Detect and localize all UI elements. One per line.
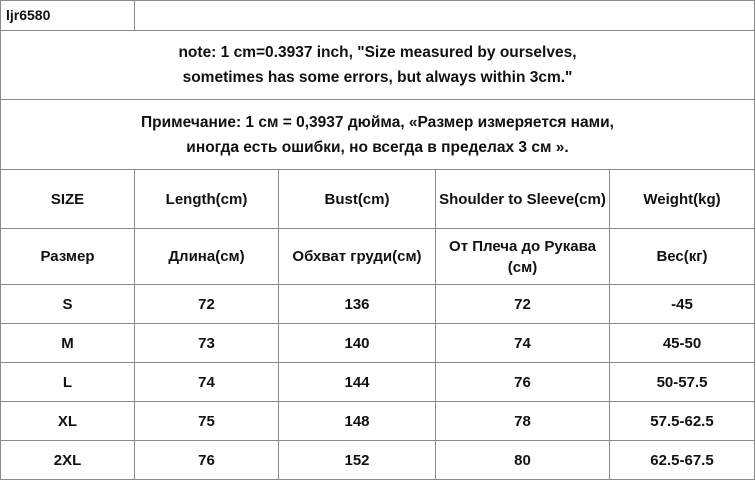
cell-size: 2XL: [1, 441, 135, 480]
cell-bust: 152: [279, 441, 436, 480]
cell-shoulder: 78: [436, 402, 610, 441]
table-row: [1, 285, 755, 324]
cell-bust: 144: [279, 363, 436, 402]
table-row: [1, 441, 755, 480]
code-blank-cell: [135, 1, 755, 31]
note-english-line2: sometimes has some errors, but always within 3cm.": [182, 69, 573, 86]
cell-shoulder: 80: [436, 441, 610, 480]
cell-shoulder: 76: [436, 363, 610, 402]
header-shoulder-en: Shoulder to Sleeve(cm): [436, 170, 610, 229]
cell-bust: 148: [279, 402, 436, 441]
header-weight-ru: Вес(кг): [610, 229, 755, 285]
note-english-line1: note: 1 cm=0.3937 inch, "Size measured by ourselves,: [178, 44, 577, 61]
header-length-ru: Длина(см): [135, 229, 279, 285]
cell-weight: 62.5-67.5: [610, 441, 755, 480]
table-row: [1, 363, 755, 402]
cell-length: 74: [135, 363, 279, 402]
table-row: [1, 402, 755, 441]
note-russian-line2: иногда есть ошибки, но всегда в пределах 3 см ».: [186, 138, 569, 156]
header-bust-en: Bust(cm): [279, 170, 436, 229]
cell-weight: 45-50: [610, 324, 755, 363]
cell-weight: -45: [610, 285, 755, 324]
cell-size: M: [1, 324, 135, 363]
header-size-en: SIZE: [1, 170, 135, 229]
cell-size: S: [1, 285, 135, 324]
note-russian: [1, 100, 755, 170]
cell-length: 76: [135, 441, 279, 480]
header-bust-ru: Обхват груди(см): [279, 229, 436, 285]
note-russian-line1: Примечание: 1 см = 0,3937 дюйма, «Размер измеряется нами,: [141, 113, 614, 131]
header-shoulder-ru: От Плеча до Рукава (см): [436, 229, 610, 285]
cell-weight: 57.5-62.5: [610, 402, 755, 441]
table-row: [1, 324, 755, 363]
cell-shoulder: 74: [436, 324, 610, 363]
cell-shoulder: 72: [436, 285, 610, 324]
cell-size: XL: [1, 402, 135, 441]
cell-length: 75: [135, 402, 279, 441]
header-length-en: Length(cm): [135, 170, 279, 229]
product-code: ljr6580: [1, 1, 135, 31]
note-english: [1, 31, 755, 100]
header-weight-en: Weight(kg): [610, 170, 755, 229]
cell-size: L: [1, 363, 135, 402]
cell-bust: 140: [279, 324, 436, 363]
cell-length: 73: [135, 324, 279, 363]
cell-bust: 136: [279, 285, 436, 324]
cell-weight: 50-57.5: [610, 363, 755, 402]
cell-length: 72: [135, 285, 279, 324]
header-size-ru: Размер: [1, 229, 135, 285]
